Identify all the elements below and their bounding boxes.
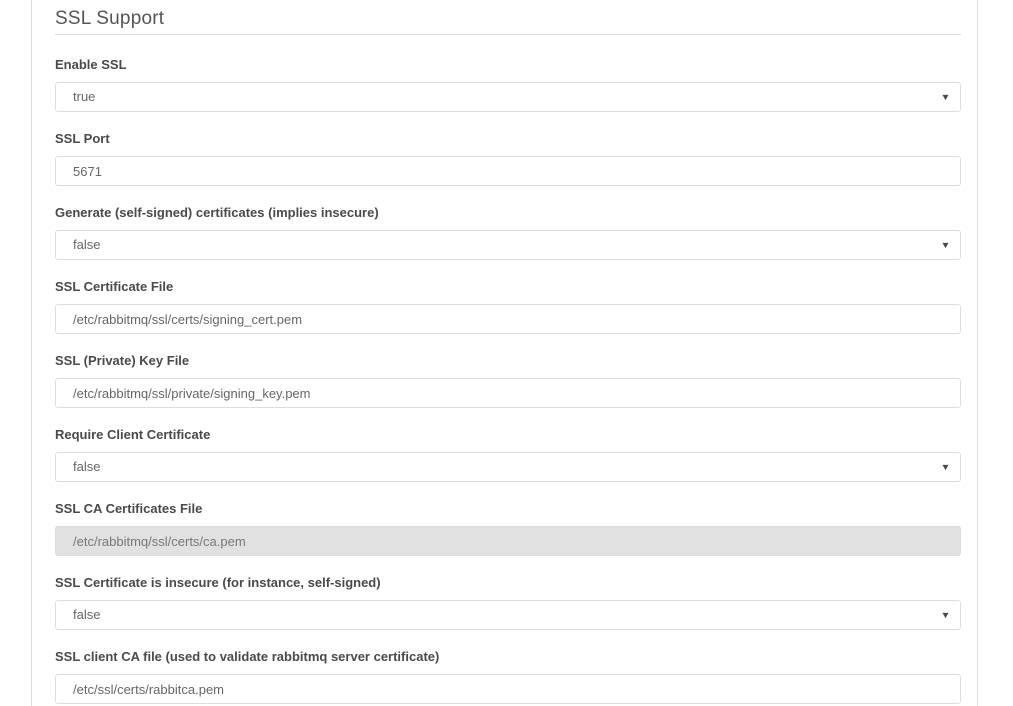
form-field-ssl-certificate-file: [55, 279, 961, 334]
ssl-ca-certificates-file-label: SSL CA Certificates File: [55, 501, 203, 516]
ssl-client-ca-file-label: SSL client CA file (used to validate rabbitmq server certificate): [55, 649, 440, 664]
form-field-enable-ssl: [55, 57, 961, 112]
ssl-ca-certificates-file-input: [55, 526, 961, 556]
form-field-ssl-ca-certificates-file: [55, 501, 961, 556]
generate-self-signed-certificates-label: Generate (self-signed) certificates (implies insecure): [55, 205, 379, 220]
ssl-private-key-file-label: SSL (Private) Key File: [55, 353, 190, 368]
ssl-private-key-file-input[interactable]: [55, 378, 961, 408]
generate-self-signed-certificates-selected-value: false: [73, 237, 101, 252]
ssl-certificate-is-insecure-select[interactable]: [55, 600, 961, 630]
ssl-certificate-is-insecure-selected-value: false: [73, 607, 101, 622]
dropdown-arrow-icon: ▼: [940, 610, 951, 620]
ssl-certificate-file-input[interactable]: [55, 304, 961, 334]
ssl-port-input[interactable]: [55, 156, 961, 186]
ssl-certificate-is-insecure-label: SSL Certificate is insecure (for instance, self-signed): [55, 575, 381, 590]
generate-self-signed-certificates-select[interactable]: [55, 230, 961, 260]
form-field-ssl-port: [55, 131, 961, 186]
enable-ssl-label: Enable SSL: [55, 57, 127, 72]
require-client-certificate-select[interactable]: [55, 452, 961, 482]
require-client-certificate-selected-value: false: [73, 459, 101, 474]
form-field-ssl-client-ca-file: [55, 649, 961, 704]
dropdown-arrow-icon: ▼: [940, 240, 951, 250]
dropdown-arrow-icon: ▼: [940, 462, 951, 472]
section-title: SSL Support: [55, 8, 165, 29]
form-field-ssl-private-key-file: [55, 353, 961, 408]
enable-ssl-selected-value: true: [73, 89, 96, 104]
form-fields: [55, 57, 961, 704]
require-client-certificate-label: Require Client Certificate: [55, 427, 211, 442]
ssl-client-ca-file-input[interactable]: [55, 674, 961, 704]
enable-ssl-select[interactable]: [55, 82, 961, 112]
form-field-ssl-certificate-is-insecure: [55, 575, 961, 630]
dropdown-arrow-icon: ▼: [940, 92, 951, 102]
ssl-port-label: SSL Port: [55, 131, 110, 146]
ssl-support-section: [31, 0, 978, 706]
form-field-generate-self-signed-certificates: [55, 205, 961, 260]
section-divider: [55, 34, 961, 35]
form-field-require-client-certificate: [55, 427, 961, 482]
ssl-certificate-file-label: SSL Certificate File: [55, 279, 174, 294]
